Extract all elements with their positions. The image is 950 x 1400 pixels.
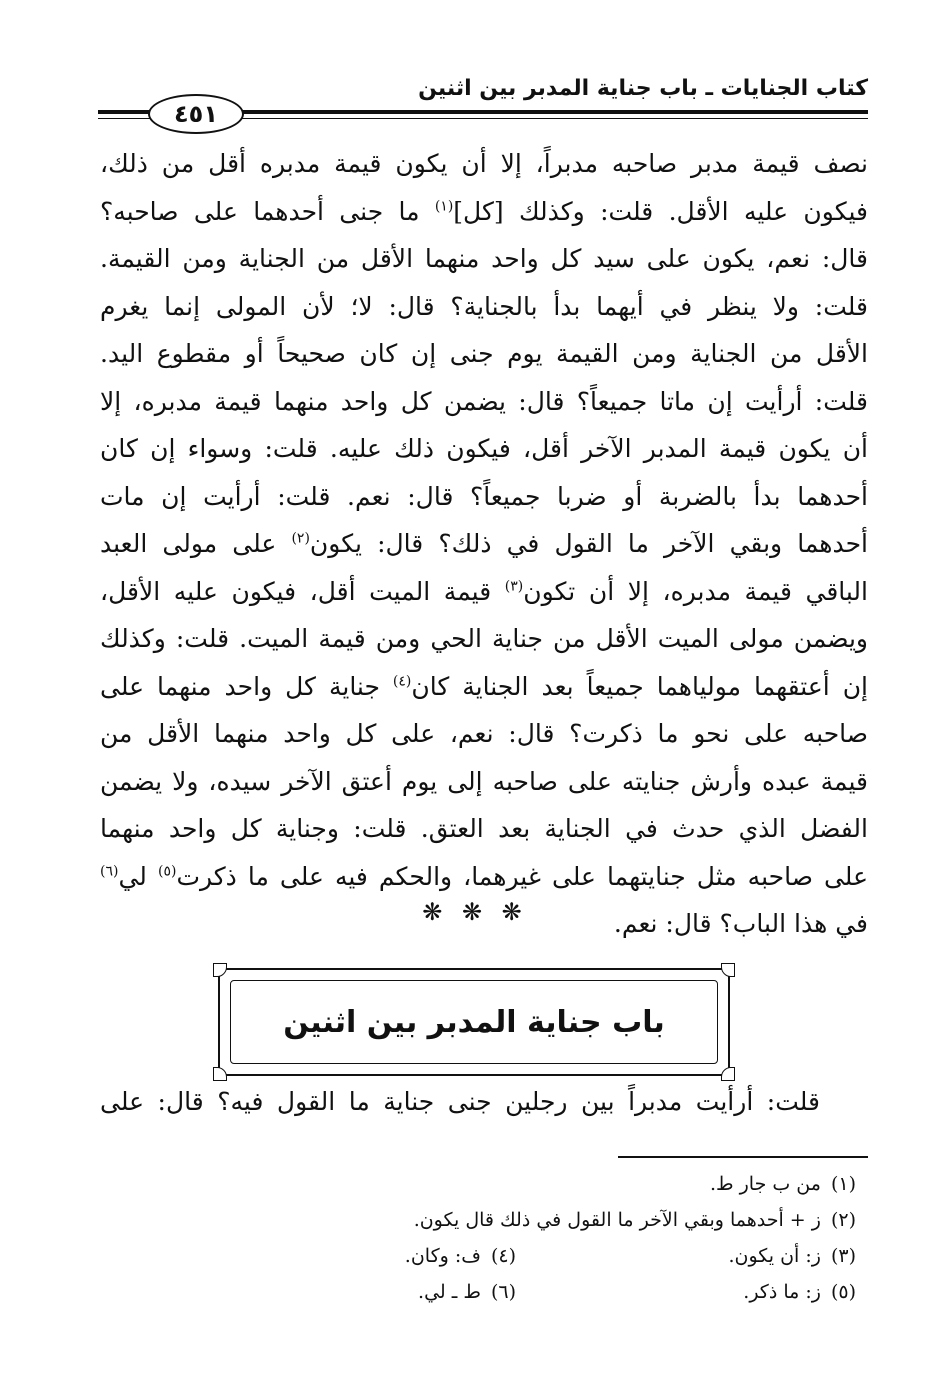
text-line: الفضل الذي حدث في الجناية بعد العتق. قلت: وجناية كل واحد منهما xyxy=(100,814,868,843)
footnote-row xyxy=(100,1202,856,1238)
text-line: أحدهما وبقي الآخر ما القول في ذلك؟ قال: يكون$^{(٢)}$ على مولى العبد xyxy=(100,529,868,558)
footnote-row xyxy=(100,1238,856,1274)
text-line: قلت: أرأيت مدبراً بين رجلين جنى جناية ما القول فيه؟ قال: على xyxy=(100,1087,820,1116)
footnote-ref: (٣) xyxy=(504,578,524,595)
footnote-text: ز: ما ذكر. xyxy=(743,1281,821,1303)
section-separator-ornament: ❋ ❋ ❋ xyxy=(422,898,528,926)
text-line: قلت: ولا ينظر في أيهما بدأ بالجناية؟ قال: لا؛ لأن المولى إنما يغرم xyxy=(100,291,868,321)
text-line: قال: نعم، يكون على سيد كل واحد منهما الأقل من الجناية ومن القيمة. xyxy=(100,244,868,273)
footnote xyxy=(418,1274,516,1310)
footnote-number: (١) xyxy=(830,1173,856,1195)
footnote-ref: (٤) xyxy=(392,673,412,690)
footnote-number: (٤) xyxy=(490,1245,516,1267)
footnotes-section xyxy=(100,1166,856,1310)
footnote xyxy=(516,1274,856,1310)
chapter-title-inner-frame xyxy=(230,980,718,1064)
frame-corner-ornament xyxy=(721,963,735,977)
text-line: صاحبه على نحو ما ذكرت؟ قال: نعم، على كل واحد منهما الأقل من xyxy=(100,719,868,748)
footnote-row xyxy=(100,1274,856,1310)
text-line: أن يكون قيمة المدبر الآخر أقل، فيكون ذلك عليه. قلت: وسواء إن كان xyxy=(100,434,868,463)
footnote-row xyxy=(100,1166,856,1202)
footnote-ref: (١) xyxy=(434,198,454,215)
text-line: ويضمن مولى الميت الأقل من جناية الحي ومن قيمة الميت. قلت: وكذلك xyxy=(100,624,868,653)
footnote xyxy=(710,1166,856,1202)
text-line: قيمة عبده وأرش جنايته على صاحبه إلى يوم أعتق الآخر سيده، ولا يضمن xyxy=(100,766,868,796)
chapter-title: باب جناية المدبر بين اثنين xyxy=(283,1004,665,1040)
text-line: فيكون عليه الأقل. قلت: وكذلك [كل]$^{(١)}$ ما جنى أحدهما على صاحبه؟ xyxy=(100,196,868,226)
text-line: نصف قيمة مدبر صاحبه مدبراً، إلا أن يكون قيمة مدبره أقل من ذلك، xyxy=(100,149,868,178)
frame-corner-ornament xyxy=(213,963,227,977)
footnote-text: ف: وكان. xyxy=(404,1245,481,1267)
running-header-title: كتاب الجنايات ـ باب جناية المدبر بين اثنين xyxy=(418,76,868,101)
footnote-divider xyxy=(618,1156,868,1158)
footnote-text: ط ـ لي. xyxy=(418,1281,481,1303)
text-line: في هذا الباب؟ قال: نعم. xyxy=(613,909,868,938)
chapter-title-frame xyxy=(218,968,730,1076)
text-line: الباقي قيمة مدبره، إلا أن تكون$^{(٣)}$ قيمة الميت أقل، فيكون عليه الأقل، xyxy=(100,576,868,606)
footnote-number: (٥) xyxy=(830,1281,856,1303)
text-line: الأقل من الجناية ومن القيمة يوم جنى إن كان صحيحاً أو مقطوع اليد. xyxy=(100,339,868,368)
page-number-badge xyxy=(148,94,244,134)
footnote-number: (٣) xyxy=(830,1245,856,1267)
footnote-number: (٦) xyxy=(490,1281,516,1303)
main-text-block xyxy=(100,140,868,948)
footnote-text: ز + أحدهما وبقي الآخر ما القول في ذلك قال يكون. xyxy=(413,1209,821,1231)
footnote-number: (٢) xyxy=(830,1209,856,1231)
text-line: على صاحبه مثل جنايتهما على غيرهما، والحكم فيه على ما ذكرت$^{(٥)}$ لي$^{(٦)}$ xyxy=(100,861,868,891)
footnote xyxy=(516,1238,856,1274)
footnote-text: ز: أن يكون. xyxy=(728,1245,821,1267)
text-line: قلت: أرأيت إن ماتا جميعاً؟ قال: يضمن كل واحد منهما قيمة مدبره، إلا xyxy=(100,386,868,416)
footnote xyxy=(405,1238,516,1274)
footnote-ref: (٦) xyxy=(100,863,119,880)
footnote-ref: (٢) xyxy=(291,530,310,547)
text-line: إن أعتقهما مولياهما جميعاً بعد الجناية كان$^{(٤)}$ جناية كل واحد منهما على xyxy=(100,671,868,701)
footnote-text: من ب جار ط. xyxy=(709,1173,821,1195)
footnote xyxy=(414,1202,856,1238)
text-line: أحدهما بدأ بالضربة أو ضربا جميعاً؟ قال: نعم. قلت: أرأيت إن مات xyxy=(100,481,868,511)
chapter-intro-text xyxy=(100,1078,820,1126)
footnote-ref: (٥) xyxy=(157,863,177,880)
page-number: ٤٥١ xyxy=(174,100,218,128)
